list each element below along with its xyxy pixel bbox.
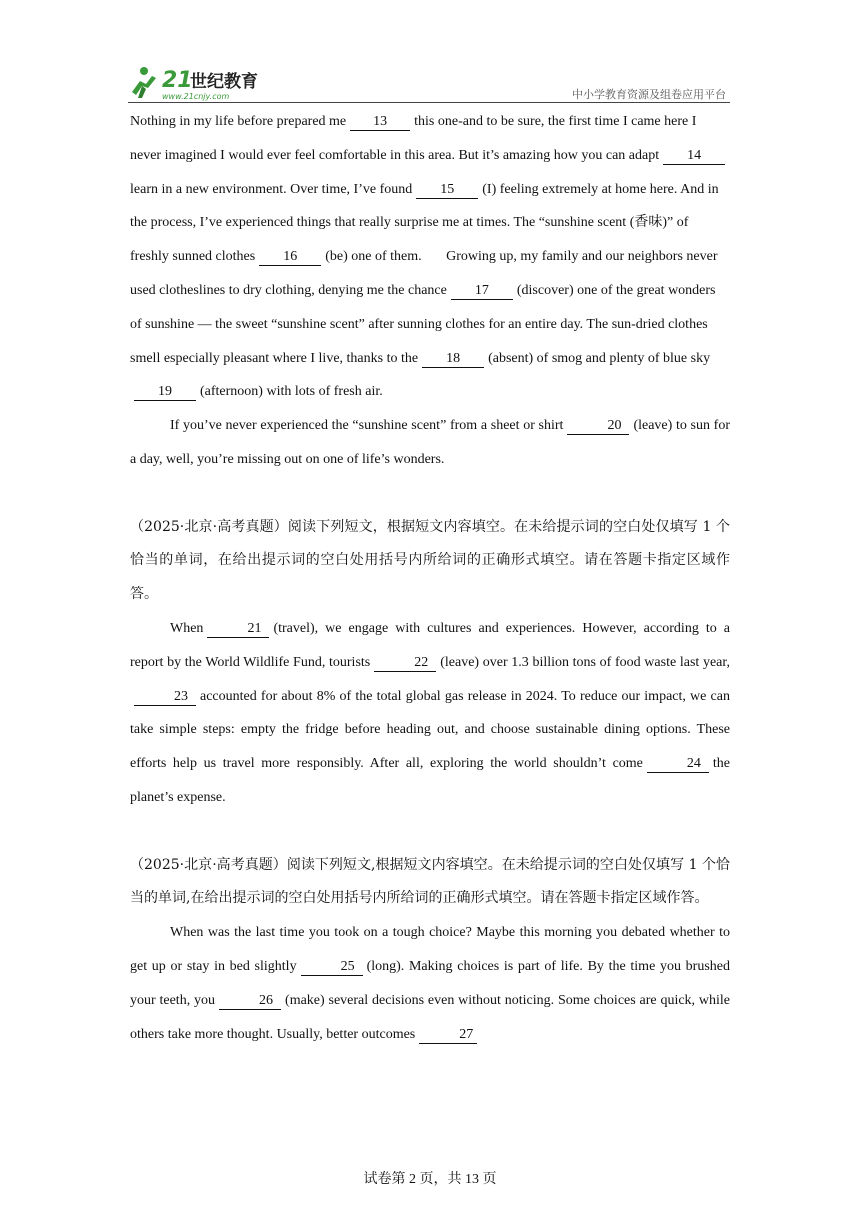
- text-run: (make) several decisions even without noticing. Some choices are quick, while others take more thought. Usually, better outcomes: [130, 992, 730, 1042]
- 21cnjy-logo: [128, 62, 288, 102]
- blank-27: 27: [419, 1027, 477, 1044]
- text-run: accounted for about 8% of the total global gas release in 2024. To reduce our impact, we can take simple steps: empty the fridge before heading out, and choose sustainable dining options. These efforts help us travel more responsibly. After all, exploring the world shouldn’t come: [130, 688, 730, 772]
- logo-number: 21: [162, 68, 193, 93]
- blank-25: 25: [301, 959, 363, 976]
- text-run: When: [170, 620, 204, 636]
- text-run: Nothing in my life before prepared me: [130, 114, 347, 129]
- text-run: Growing up, my family and our neighbors never used clotheslines to dry clothing, denying me the chance: [130, 249, 718, 298]
- passage3-paragraph: [130, 916, 730, 1051]
- blank-24: 24: [647, 756, 709, 773]
- blank-18: 18: [422, 351, 484, 368]
- page-content: [130, 105, 730, 1051]
- text-run: (absent) of smog and plenty of blue sky: [488, 350, 711, 366]
- blank-21: 21: [207, 621, 269, 638]
- passage2-instruction: （2025·北京·高考真题）阅读下列短文，根据短文内容填空。在未给提示词的空白处仅填写 1 个恰当的单词，在给出提示词的空白处用括号内所给词的正确形式填空。请在答题卡指定区域作答。: [130, 518, 730, 603]
- logo-url: www.21cnjy.com: [162, 92, 230, 101]
- text-run: (be) one of them.: [325, 249, 422, 265]
- text-run: (discover) one of the great wonders of sunshine — the sweet “sunshine scent” after sunning clothes for an entire day. The sun-dried clothes smell especially pleasant where I live, thanks to the: [130, 282, 716, 366]
- runner-logo-icon: [128, 62, 288, 102]
- header-divider: [128, 102, 730, 103]
- blank-26: 26: [219, 993, 281, 1010]
- text-run: (afternoon) with lots of fresh air.: [200, 384, 383, 400]
- page-footer: 试卷第 2 页，共 13 页: [363, 1172, 497, 1187]
- blank-22: 22: [374, 655, 436, 672]
- blank-15: 15: [416, 182, 478, 199]
- blank-17: 17: [451, 283, 513, 300]
- passage2-paragraph: [130, 612, 730, 815]
- platform-name: 中小学教育资源及组卷应用平台: [572, 88, 726, 101]
- passage3-instruction: （2025·北京·高考真题）阅读下列短文,根据短文内容填空。在未给提示词的空白处仅填写 1 个恰当的单词,在给出提示词的空白处用括号内所给词的正确形式填空。请在答题卡指定区域作答。: [130, 856, 730, 907]
- text-run: this one-and to be sure, the first time I came here I never imagined I would ever feel comfortable in this area. But it’s amazing how you can adapt: [130, 114, 697, 163]
- blank-14: 14: [663, 148, 725, 165]
- text-run: When was the last time you took on a tough choice? Maybe this morning you debated whether to get up or stay in bed slightly: [130, 925, 730, 974]
- text-run: learn in a new environment. Over time, I’ve found: [130, 181, 413, 197]
- blank-20: 20: [567, 418, 629, 435]
- text-run: (I) feeling extremely at home here. And in the process, I’ve experienced things that really surprise me at times. The “sunshine scent (香味)” of freshly sunned clothes: [130, 181, 719, 265]
- text-run: the planet’s expense.: [130, 756, 730, 805]
- text-run: (leave) over 1.3 billion tons of food waste last year,: [440, 654, 730, 670]
- text-run: (long). Making choices is part of life. By the time you brushed your teeth, you: [130, 958, 730, 1008]
- blank-23: 23: [134, 689, 196, 706]
- text-run: (leave) to sun for a day, well, you’re missing out on one of life’s wonders.: [130, 418, 730, 467]
- passage1-paragraph2: [130, 409, 730, 477]
- text-run: (travel), we engage with cultures and experiences. However, according to a report by the World Wildlife Fund, tourists: [130, 620, 730, 670]
- page-header: [0, 0, 860, 110]
- text-run: If you’ve never experienced the “sunshine scent” from a sheet or shirt: [170, 418, 564, 434]
- blank-19: 19: [134, 384, 196, 401]
- logo-cn: 世纪教育: [190, 72, 258, 92]
- blank-16: 16: [259, 249, 321, 266]
- blank-13: 13: [350, 114, 410, 131]
- passage1-paragraph1: [130, 105, 730, 409]
